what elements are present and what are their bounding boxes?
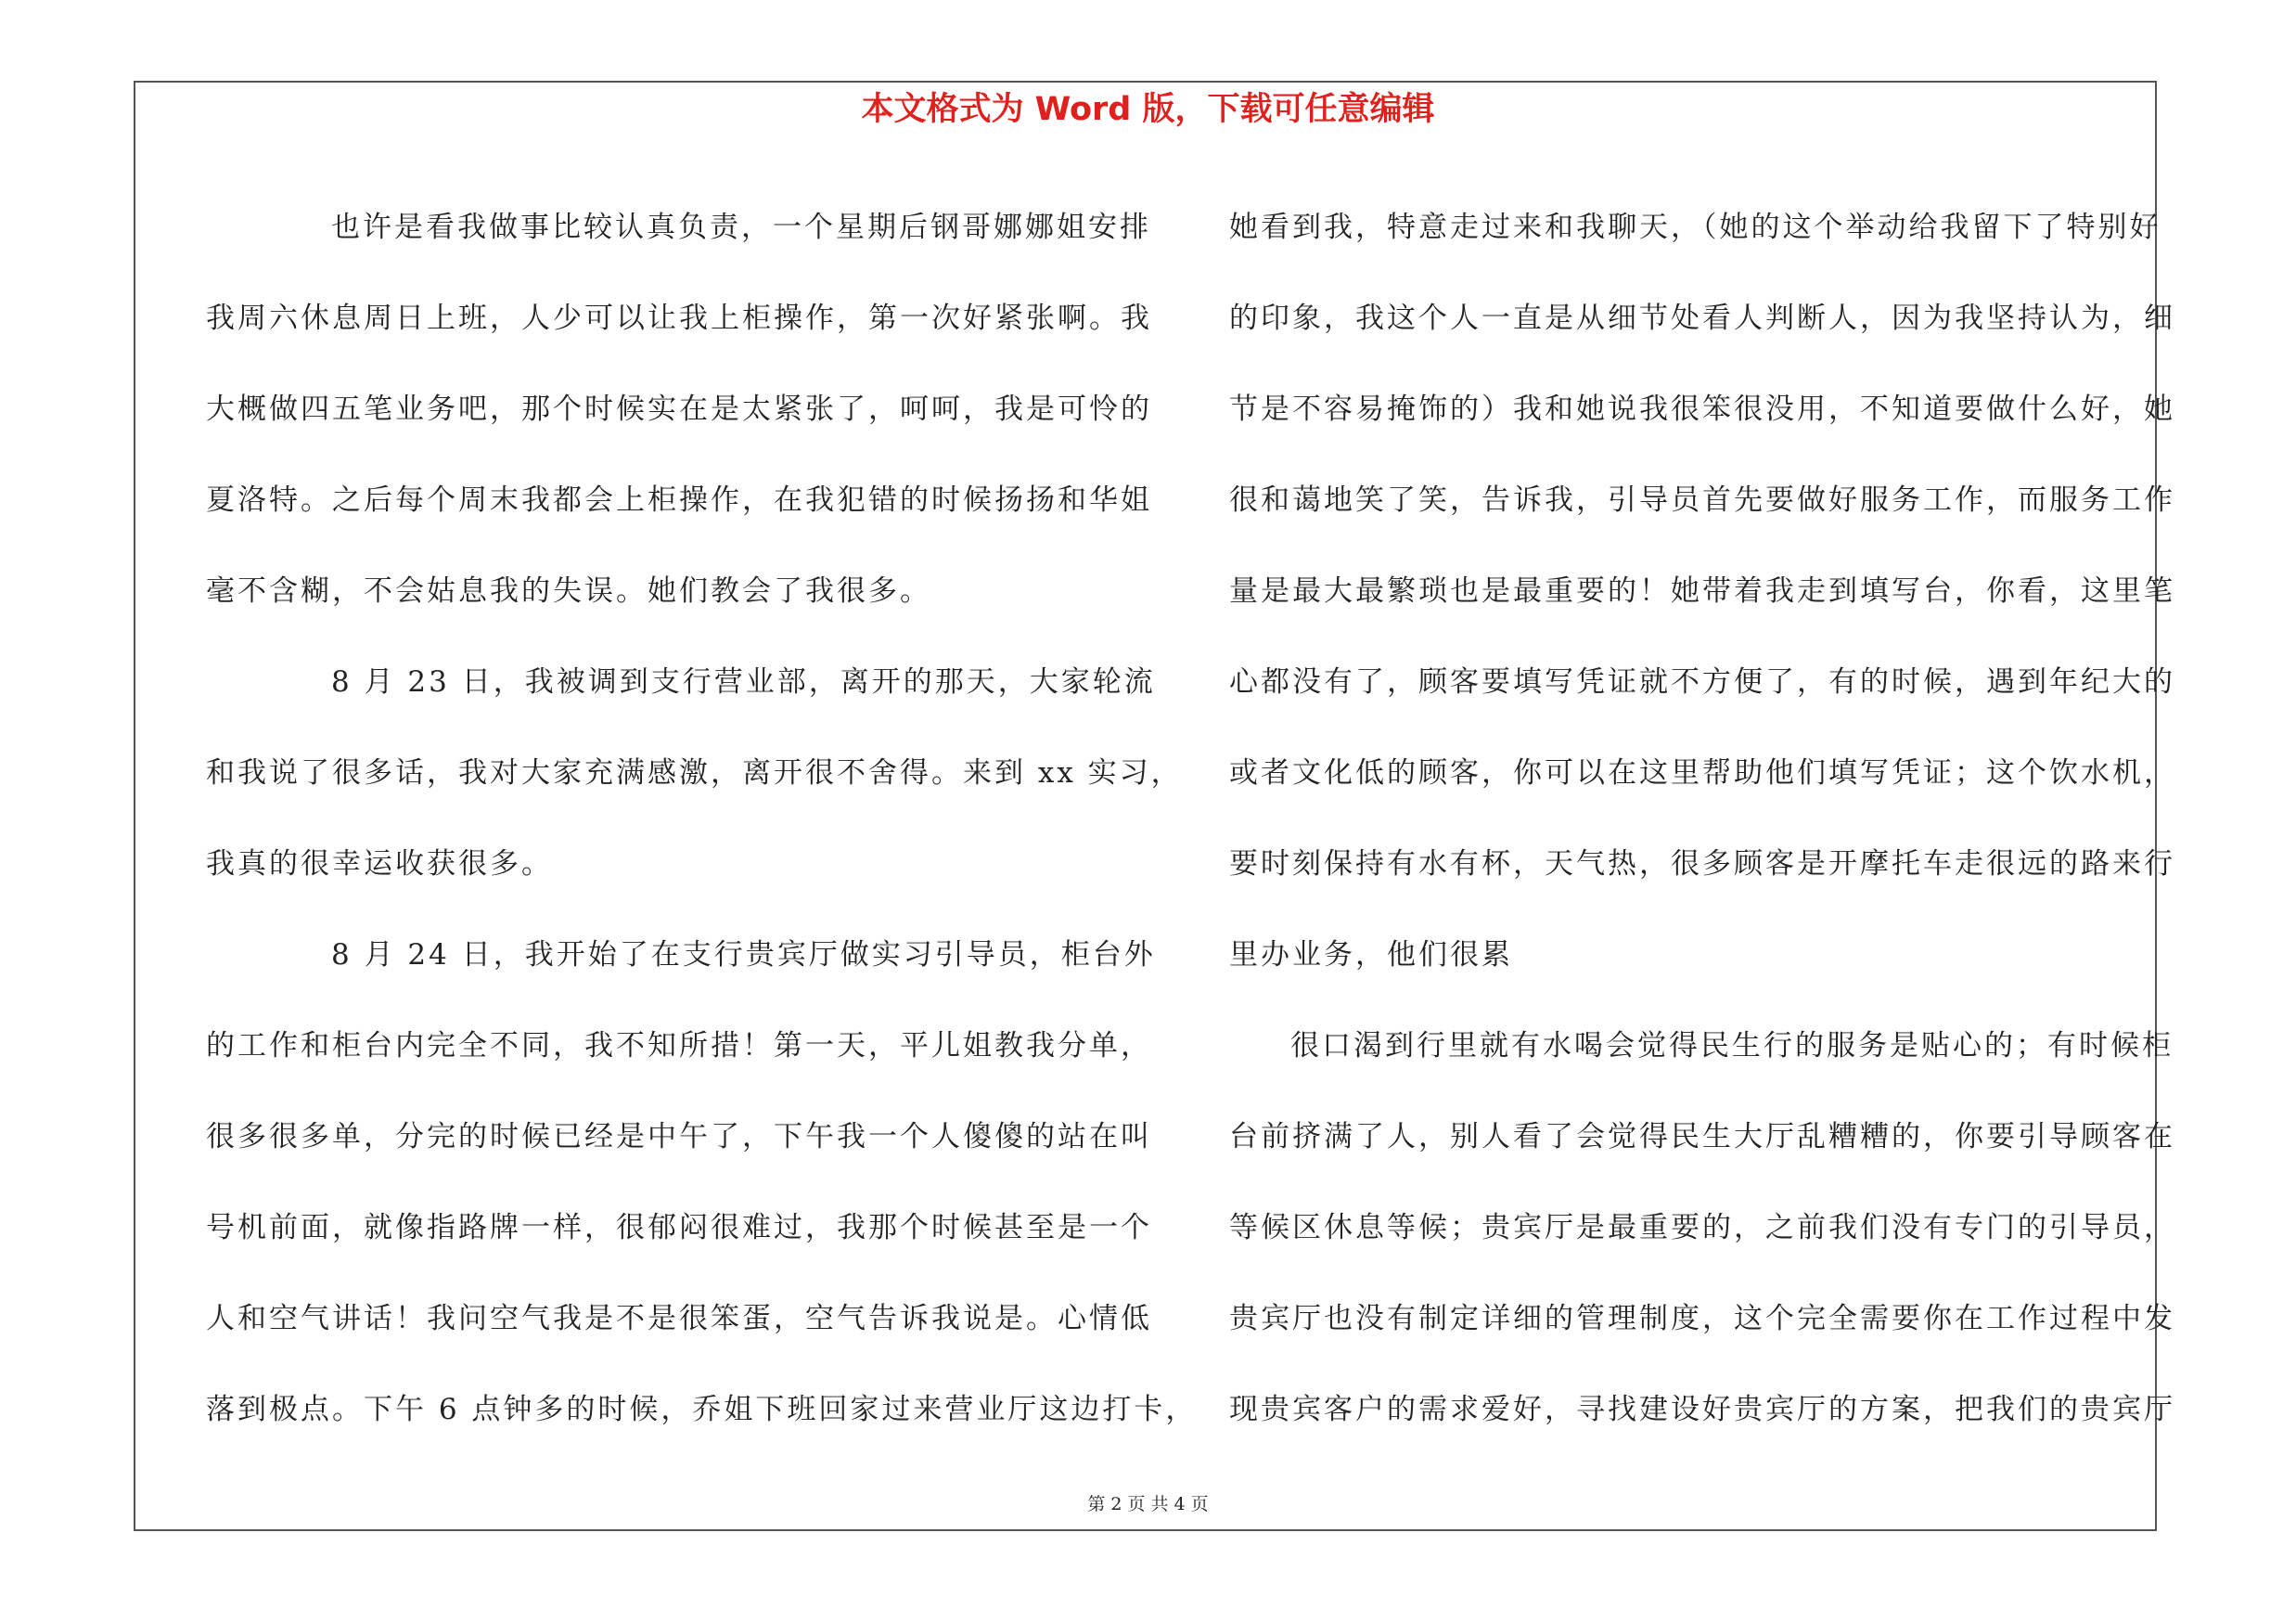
text-line: 等候区休息等候；贵宾厅是最重要的，之前我们没有专门的引导员， — [1229, 1211, 2175, 1244]
text-line: 很口渴到行里就有水喝会觉得民生行的服务是贴心的；有时候柜 — [1290, 1029, 2174, 1063]
text-line: 8 月 23 日，我被调到支行营业部，离开的那天，大家轮流 — [331, 665, 1156, 699]
text-line: 要时刻保持有水有杯，天气热，很多顾客是开摩托车走很远的路来行 — [1229, 847, 2175, 881]
text-line: 我周六休息周日上班，人少可以让我上柜操作，第一次好紧张啊。我 — [206, 302, 1152, 335]
text-line: 号机前面，就像指路牌一样，很郁闷很难过，我那个时候甚至是一个 — [206, 1211, 1152, 1244]
text-line: 的印象，我这个人一直是从细节处看人判断人，因为我坚持认为，细 — [1229, 302, 2175, 335]
text-line: 落到极点。下午 6 点钟多的时候，乔姐下班回家过来营业厅这边打卡， — [206, 1393, 1198, 1426]
text-line: 也许是看我做事比较认真负责，一个星期后钢哥娜娜姐安排 — [331, 211, 1151, 244]
text-line: 很多很多单，分完的时候已经是中午了，下午我一个人傻傻的站在叫 — [206, 1120, 1152, 1153]
text-line: 心都没有了，顾客要填写凭证就不方便了，有的时候，遇到年纪大的 — [1229, 665, 2175, 699]
text-line: 毫不含糊，不会姑息我的失误。她们教会了我很多。 — [206, 574, 931, 608]
text-line: 我真的很幸运收获很多。 — [206, 847, 553, 881]
page-number: 第 2 页 共 4 页 — [1087, 1494, 1209, 1514]
text-line: 台前挤满了人，别人看了会觉得民生大厅乱糟糟的，你要引导顾客在 — [1229, 1120, 2175, 1153]
text-line: 她看到我，特意走过来和我聊天，（她的这个举动给我留下了特别好 — [1229, 211, 2161, 244]
text-line: 夏洛特。之后每个周末我都会上柜操作，在我犯错的时候扬扬和华姐 — [206, 483, 1152, 517]
text-line: 或者文化低的顾客，你可以在这里帮助他们填写凭证；这个饮水机， — [1229, 756, 2175, 790]
document-banner: 本文格式为 Word 版，下载可任意编辑 — [861, 91, 1435, 128]
text-line: 的工作和柜台内完全不同，我不知所措！第一天，平儿姐教我分单， — [206, 1029, 1152, 1063]
text-line: 大概做四五笔业务吧，那个时候实在是太紧张了，呵呵，我是可怜的 — [206, 393, 1152, 426]
text-line: 人和空气讲话！我问空气我是不是很笨蛋，空气告诉我说是。心情低 — [206, 1302, 1152, 1335]
text-line: 量是最大最繁琐也是最重要的！她带着我走到填写台，你看，这里笔 — [1229, 574, 2175, 608]
left-text-column — [206, 182, 1198, 1455]
text-line: 和我说了很多话，我对大家充满感激，离开很不舍得。来到 xx 实习， — [206, 756, 1183, 790]
text-line: 8 月 24 日，我开始了在支行贵宾厅做实习引导员，柜台外 — [331, 938, 1156, 972]
text-line: 节是不容易掩饰的）我和她说我很笨很没用，不知道要做什么好，她 — [1229, 393, 2175, 426]
text-line: 现贵宾客户的需求爱好，寻找建设好贵宾厅的方案，把我们的贵宾厅 — [1229, 1393, 2175, 1426]
text-line: 里办业务，他们很累 — [1229, 938, 1513, 972]
text-line: 贵宾厅也没有制定详细的管理制度，这个完全需要你在工作过程中发 — [1229, 1302, 2175, 1335]
right-text-column — [1229, 182, 2175, 1455]
text-line: 很和蔼地笑了笑，告诉我，引导员首先要做好服务工作，而服务工作 — [1229, 483, 2175, 517]
